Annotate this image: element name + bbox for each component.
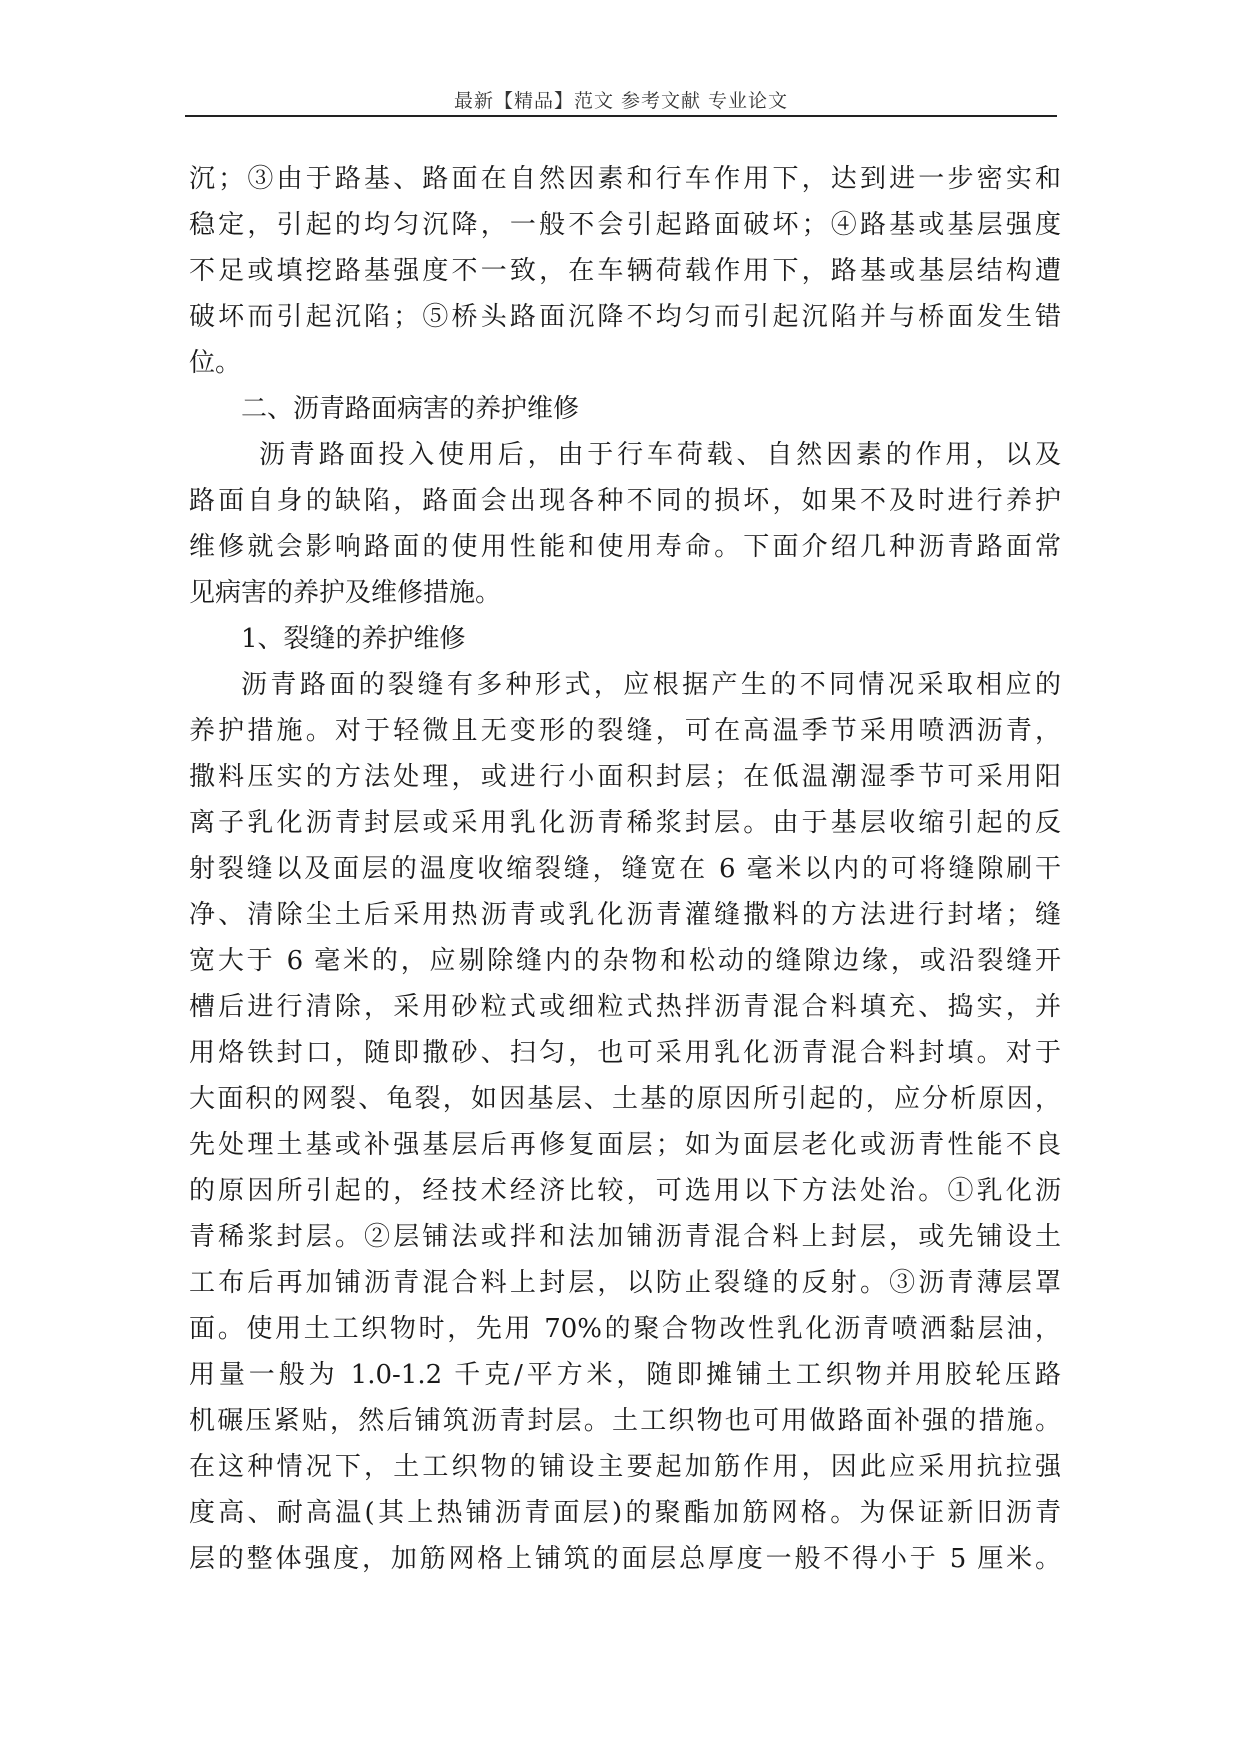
text-line: 工布后再加铺沥青混合料上封层，以防止裂缝的反射。③沥青薄层罩 bbox=[189, 1268, 1061, 1298]
text-line: 层的整体强度，加筋网格上铺筑的面层总厚度一般不得小于 5 厘米。 bbox=[189, 1544, 1061, 1574]
text-line: 养护措施。对于轻微且无变形的裂缝，可在高温季节采用喷洒沥青， bbox=[189, 716, 1061, 746]
text-line: 见病害的养护及维修措施。 bbox=[189, 578, 502, 608]
text-line: 青稀浆封层。②层铺法或拌和法加铺沥青混合料上封层，或先铺设土 bbox=[189, 1222, 1061, 1252]
text-line: 维修就会影响路面的使用性能和使用寿命。下面介绍几种沥青路面常 bbox=[189, 532, 1061, 562]
text-line: 宽大于 6 毫米的，应剔除缝内的杂物和松动的缝隙边缘，或沿裂缝开 bbox=[189, 946, 1061, 976]
text-line: 度高、耐高温(其上热铺沥青面层)的聚酯加筋网格。为保证新旧沥青 bbox=[189, 1498, 1061, 1528]
text-line: 槽后进行清除，采用砂粒式或细粒式热拌沥青混合料填充、捣实，并 bbox=[189, 992, 1061, 1022]
text-line: 机碾压紧贴，然后铺筑沥青封层。土工织物也可用做路面补强的措施。 bbox=[189, 1406, 1061, 1436]
text-line: 面。使用土工织物时，先用 70%的聚合物改性乳化沥青喷洒黏层油， bbox=[189, 1314, 1061, 1344]
text-line: 用量一般为 1.0-1.2 千克/平方米，随即摊铺土工织物并用胶轮压路 bbox=[189, 1360, 1061, 1390]
text-line: 沥青路面投入使用后，由于行车荷载、自然因素的作用，以及 bbox=[259, 440, 1061, 470]
text-line: 净、清除尘土后采用热沥青或乳化沥青灌缝撒料的方法进行封堵；缝 bbox=[189, 900, 1061, 930]
text-line: 位。 bbox=[189, 348, 242, 378]
page-header: 最新【精品】范文 参考文献 专业论文 bbox=[453, 90, 789, 112]
text-line: 离子乳化沥青封层或采用乳化沥青稀浆封层。由于基层收缩引起的反 bbox=[189, 808, 1061, 838]
section-heading: 二、沥青路面病害的养护维修 bbox=[241, 394, 580, 424]
text-line: 大面积的网裂、龟裂，如因基层、土基的原因所引起的，应分析原因， bbox=[189, 1084, 1061, 1114]
text-line: 稳定，引起的均匀沉降，一般不会引起路面破坏；④路基或基层强度 bbox=[189, 210, 1061, 240]
text-line: 在这种情况下，土工织物的铺设主要起加筋作用，因此应采用抗拉强 bbox=[189, 1452, 1061, 1482]
text-line: 路面自身的缺陷，路面会出现各种不同的损坏，如果不及时进行养护 bbox=[189, 486, 1061, 516]
header-divider bbox=[185, 115, 1057, 117]
text-line: 沥青路面的裂缝有多种形式，应根据产生的不同情况采取相应的 bbox=[241, 670, 1061, 700]
text-line: 先处理土基或补强基层后再修复面层；如为面层老化或沥青性能不良 bbox=[189, 1130, 1061, 1160]
text-line: 的原因所引起的，经技术经济比较，可选用以下方法处治。①乳化沥 bbox=[189, 1176, 1061, 1206]
text-line: 用烙铁封口，随即撒砂、扫匀，也可采用乳化沥青混合料封填。对于 bbox=[189, 1038, 1061, 1068]
document-body bbox=[189, 156, 1061, 1582]
subsection-heading: 1、裂缝的养护维修 bbox=[241, 624, 466, 654]
text-line: 不足或填挖路基强度不一致，在车辆荷载作用下，路基或基层结构遭 bbox=[189, 256, 1061, 286]
text-line: 射裂缝以及面层的温度收缩裂缝，缝宽在 6 毫米以内的可将缝隙刷干 bbox=[189, 854, 1061, 884]
text-line: 沉；③由于路基、路面在自然因素和行车作用下，达到进一步密实和 bbox=[189, 164, 1061, 194]
text-line: 撒料压实的方法处理，或进行小面积封层；在低温潮湿季节可采用阳 bbox=[189, 762, 1061, 792]
text-line: 破坏而引起沉陷；⑤桥头路面沉降不均匀而引起沉陷并与桥面发生错 bbox=[189, 302, 1061, 332]
